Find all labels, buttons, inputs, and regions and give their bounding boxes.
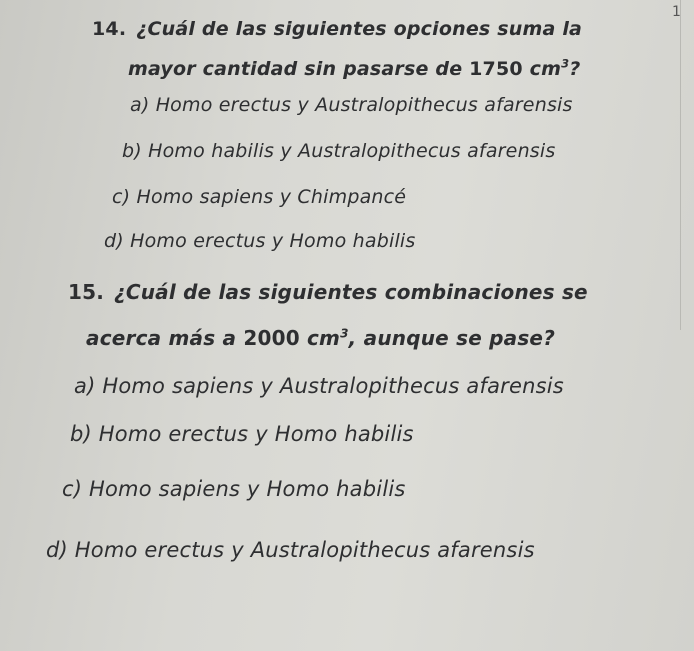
page-edge-line [680, 0, 681, 330]
corner-mark: 1 [672, 4, 681, 20]
question-14-text-3: ? [569, 58, 581, 80]
question-15-option-d: d) Homo erectus y Australopithecus afarensis [46, 538, 535, 562]
question-15-option-a: a) Homo sapiens y Australopithecus afarensis [74, 374, 564, 398]
question-14-option-c: c) Homo sapiens y Chimpancé [112, 186, 407, 208]
question-15-unit-exponent: 3 [340, 326, 349, 341]
question-14-text: ¿Cuál de las siguientes opciones suma la [136, 18, 583, 40]
question-15-text-3: , aunque se pase? [348, 326, 556, 350]
question-15-unit: cm [307, 326, 341, 350]
question-14-line-1 [92, 18, 582, 40]
question-15-value: 2000 [243, 326, 300, 350]
question-14-number: 14. [92, 18, 127, 40]
question-14-line-2 [128, 58, 580, 80]
question-14-option-b: b) Homo habilis y Australopithecus afarensis [122, 140, 556, 162]
question-15-number: 15. [68, 280, 105, 304]
question-15-line-1 [68, 280, 588, 304]
question-14-option-a: a) Homo erectus y Australopithecus afarensis [130, 94, 573, 116]
question-14-text-2: mayor cantidad sin pasarse de [128, 58, 470, 80]
question-15-option-b: b) Homo erectus y Homo habilis [70, 422, 414, 446]
question-15-text: ¿Cuál de las siguientes combinaciones se [114, 280, 588, 304]
question-15-option-c: c) Homo sapiens y Homo habilis [62, 477, 406, 501]
question-15-text-2: acerca más a [86, 326, 244, 350]
question-15-line-2 [86, 326, 555, 350]
question-14-value: 1750 [469, 58, 523, 80]
question-14-unit-exponent: 3 [561, 56, 570, 71]
question-14-option-d: d) Homo erectus y Homo habilis [104, 230, 416, 252]
question-14-unit: cm [529, 58, 562, 80]
